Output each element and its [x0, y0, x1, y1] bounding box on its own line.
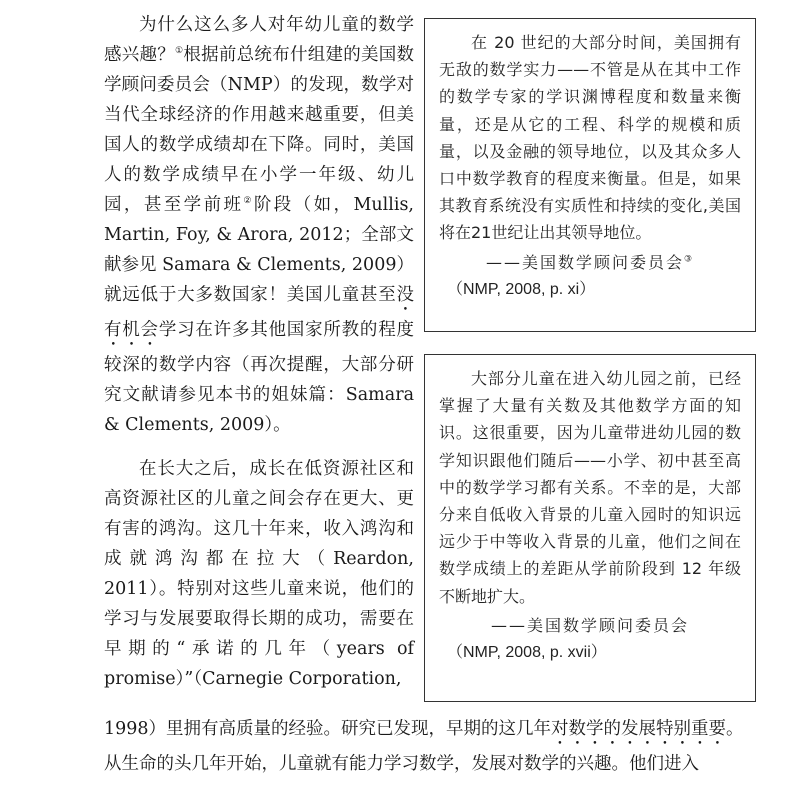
footnote-marker-3[interactable]: ③ [683, 254, 695, 265]
quote-1-author: ——美国数学顾问委员会 [485, 252, 684, 272]
para1-text-d: 学习在许多其他国家所教的程度较深的数学内容（再次提醒，大部分研究文献请参见本书的姐妹篇：Samara & Clements, 2009）。 [104, 320, 414, 435]
emphasized-phrase-2: 对数学的发展特别重要 [551, 719, 727, 739]
main-text-column [104, 10, 414, 694]
footnote-marker-2[interactable]: ② [243, 196, 254, 207]
quote-box-1 [424, 18, 756, 332]
bottom-line-1-a: 1998）里拥有高质量的经验。研究已发现，早期的这几年 [104, 719, 552, 739]
para1-text-b: 根据前总统布什组建的美国数学顾问委员会（NMP）的发现，数学对当代全球经济的作用越来越重要，但美国人的数学成绩却在下降。同时，美国人的数学成绩早在小学一年级、幼儿园，甚至学前班 [104, 45, 415, 215]
bottom-text [104, 714, 754, 779]
quote-1-attribution [439, 249, 741, 276]
para1-text-a: 为什么这么多人对年幼儿童的数学感兴趣？ [104, 15, 414, 65]
bottom-line-1 [104, 714, 754, 749]
emphasized-phrase: 没有机会 [104, 285, 414, 340]
quote-1-text: 在 20 世纪的大部分时间，美国拥有无敌的数学实力——不管是从在其中工作的数学专家的学识渊博程度和数量来衡量，还是从它的工程、科学的规模和质量，以及金融的领导地位，以及其众多人口中数学教育的程度来衡量。但是，如果其教育系统没有实质性和持续的变化,美国将在21世纪让出其领导地位。 [439, 33, 741, 243]
para1-text-c: 阶段（如，Mullis, Martin, Foy, & Arora, 2012；全部文献参见 Samara & Clements, 2009）就远低于大多数国家！美国儿童甚至 [104, 195, 414, 305]
quote-2-text: 大部分儿童在进入幼儿园之前，已经掌握了大量有关数及其他数学方面的知识。这很重要，因为儿童带进幼儿园的数学知识跟他们随后——小学、初中甚至高中的数学学习都有关系。不幸的是，大部分来自低收入背景的儿童入园时的知识远远少于中等收入背景的儿童，他们之间在数学成绩上的差距从学前阶段到 12 年级不断地扩大。 [439, 369, 741, 606]
bottom-line-2: 从生命的头几年开始，儿童就有能力学习数学，发展对数学的兴趣。他们进入 [104, 754, 699, 774]
quote-2-citation: （NMP, 2008, p. xvii） [447, 644, 607, 662]
bottom-line-1-b: 。 [726, 719, 744, 739]
quote-2-attribution: ——美国数学顾问委员会 [490, 615, 689, 635]
quote-1-citation: （NMP, 2008, p. xi） [447, 280, 596, 298]
paragraph-1 [104, 10, 414, 440]
footnote-marker-1[interactable]: ① [175, 46, 184, 57]
paragraph-2: 在长大之后，成长在低资源社区和高资源社区的儿童之间会存在更大、更有害的鸿沟。这几十年来，收入鸿沟和成就鸿沟都在拉大（Reardon, 2011）。特别对这些儿童来说，他们的学习与发展要取得长期的成功，需要在早期的“承诺的几年（years of promise）”（Carnegie Corporation, [104, 459, 414, 689]
quote-box-2 [424, 354, 756, 702]
